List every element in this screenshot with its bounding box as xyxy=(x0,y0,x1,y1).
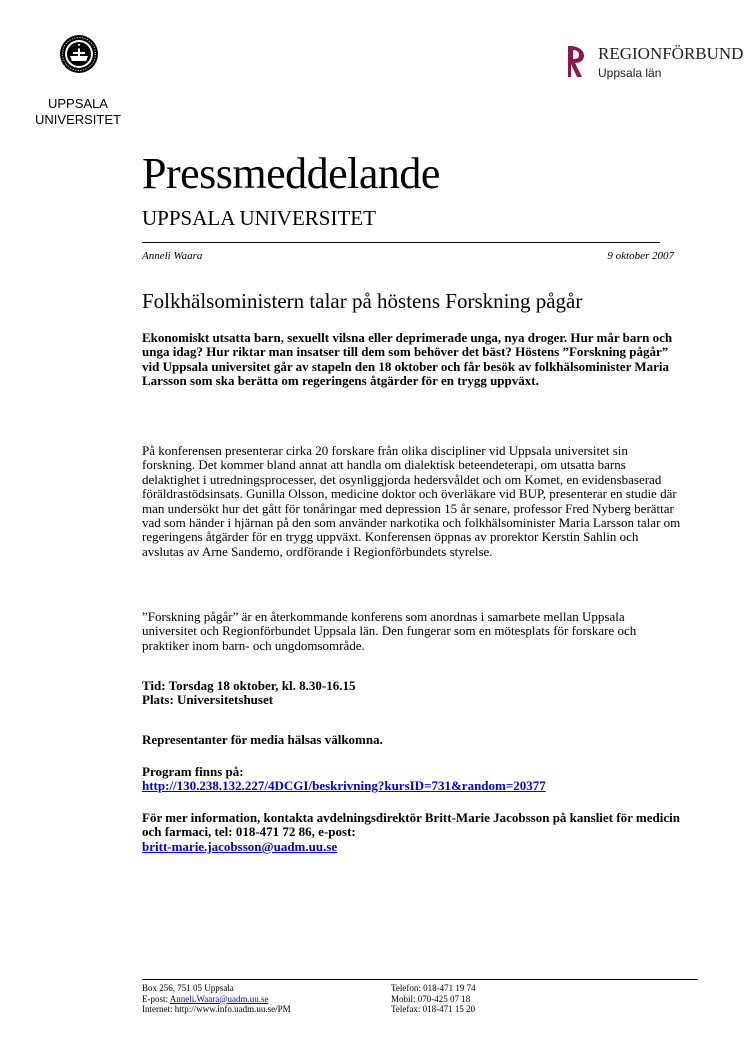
organization-name: UPPSALA UNIVERSITET xyxy=(142,206,376,230)
lead-paragraph: Ekonomiskt utsatta barn, sexuellt vilsna eller deprimerade unga, nya droger. Hur mår barn och unga idag? Hur riktar man insatser till dem som behöver det bäst? Höstens ”Forskning pågår” vid Uppsala universitet går av stapeln den 18 oktober och får besök av folkhälsominister Maria Larsson som ska berätta om regeringens åtgärder för en trygg uppväxt. xyxy=(142,330,673,389)
regionforbundet-subtitle: Uppsala län xyxy=(598,66,662,80)
university-name-line1: UPPSALA xyxy=(48,96,108,111)
media-welcome: Representanter för media hälsas välkomna. xyxy=(142,732,383,747)
program-info xyxy=(142,765,682,794)
program-label: Program finns på: xyxy=(142,764,244,779)
footer-phone: Telefon: 018-471 19 74 xyxy=(391,983,476,993)
footer-divider xyxy=(142,979,698,980)
footer-right xyxy=(391,983,476,1015)
footer-mobile: Mobil: 070-425 07 18 xyxy=(391,993,471,1004)
document-type-title: Pressmeddelande xyxy=(142,149,440,198)
body-paragraph-1: På konferensen presenterar cirka 20 forskare från olika discipliner vid Uppsala universitet sin forskning. Det kommer bland annat att handla om dialektisk beteendeterapi, om utsatta barns delaktighet i utredningsprocesser, det osynliggjorda hedersvåldet och om Komet, en evidensbaserad föräldrastödsinsats. Gunilla Olsson, medicine doktor och överläkare vid BUP, presenterar en studie där man undersökt hur det gått för tonåringar med depression 15 år senare, professor Fred Nyberg berättar vad som händer i hjärnan på den som använder narkotika och folkhälsominister Maria Larsson talar om regeringens åtgärder för en trygg uppväxt. Konferensen öppnas av prorektor Kerstin Sahlin och avslutas av Arne Sandemo, ordförande i Regionförbundets styrelse. xyxy=(142,443,681,559)
event-time: Tid: Torsdag 18 oktober, kl. 8.30-16.15 xyxy=(142,678,356,693)
header-divider xyxy=(142,242,660,243)
footer-email-label: E-post: xyxy=(142,993,170,1004)
footer-address: Box 256, 751 05 Uppsala xyxy=(142,983,234,993)
regionforbundet-mark-icon xyxy=(566,44,590,80)
event-place: Plats: Universitetshuset xyxy=(142,692,274,708)
body-paragraph-2: ”Forskning pågår” är en återkommande konferens som anordnas i samarbete mellan Uppsala universitet och Regionförbundet Uppsala län. Den fungerar som en mötesplats för forskare och praktiker inom barn- och ungdomsområde. xyxy=(142,609,637,653)
release-date: 9 oktober 2007 xyxy=(607,250,674,262)
footer-left xyxy=(142,983,291,1015)
university-name-line2: UNIVERSITET xyxy=(35,112,121,127)
contact-text: För mer information, kontakta avdelningsdirektör Britt-Marie Jacobsson på kansliet för medicin och farmaci, tel: 018-471 72 86, e-post: xyxy=(142,810,680,840)
author-name: Anneli Waara xyxy=(142,250,203,262)
footer-email-line xyxy=(142,994,291,1005)
university-wordmark xyxy=(28,96,128,128)
regionforbundet-name: REGIONFÖRBUND xyxy=(598,44,744,63)
footer-fax: Telefax: 018-471 15 20 xyxy=(391,1004,476,1014)
event-details xyxy=(142,679,682,708)
university-seal-icon xyxy=(59,34,99,74)
article-headline: Folkhälsoministern talar på höstens Forskning pågår xyxy=(142,289,583,313)
contact-email-link[interactable]: britt-marie.jacobsson@uadm.uu.se xyxy=(142,838,338,854)
contact-info xyxy=(142,811,682,854)
program-link[interactable]: http://130.238.132.227/4DCGI/beskrivning?kursID=731&random=20377 xyxy=(142,778,546,794)
footer-internet: Internet: http://www.info.uadm.uu.se/PM xyxy=(142,1004,291,1014)
footer-email-link[interactable]: Anneli.Waara@uadm.uu.se xyxy=(169,993,269,1004)
